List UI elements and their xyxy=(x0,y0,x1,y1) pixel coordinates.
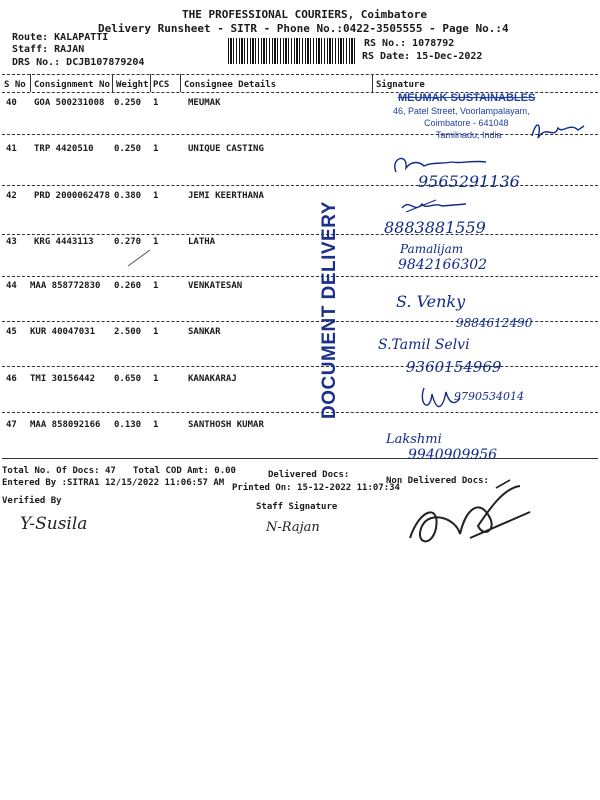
row-45-consignment: KUR 40047031 xyxy=(30,327,96,337)
row-43-tick-mark xyxy=(120,246,160,270)
header-rule-top xyxy=(2,74,598,75)
row-43-name: Pamalijam xyxy=(400,242,464,256)
row-42-weight: 0.380 xyxy=(114,191,142,201)
drs-label: DRS No.: DCJB107879204 xyxy=(12,57,145,68)
row-40-signature xyxy=(528,118,588,144)
row-divider xyxy=(2,134,598,135)
staff-signature: N-Rajan xyxy=(266,520,320,535)
row-41-sno: 41 xyxy=(6,144,17,154)
verified-by-signature: Y-Susila xyxy=(20,514,88,534)
col-divider xyxy=(150,74,151,92)
row-41-consignment: TRP 4420510 xyxy=(34,144,94,154)
row-47-pcs: 1 xyxy=(153,420,159,430)
row-41-phone: 9565291136 xyxy=(418,172,520,191)
row-45-pcs: 1 xyxy=(153,327,159,337)
row-43-sno: 43 xyxy=(6,237,17,247)
col-sno: S No xyxy=(4,80,26,90)
row-45-sno: 45 xyxy=(6,327,17,337)
row-40-sno: 40 xyxy=(6,98,17,108)
non-delivered-docs: Non Delivered Docs: xyxy=(386,476,489,486)
row-45-phone: 9360154969 xyxy=(406,358,502,376)
company-stamp-city: Coimbatore - 641048 xyxy=(424,118,509,128)
row-41-consignee: UNIQUE CASTING xyxy=(188,144,264,154)
row-44-pcs: 1 xyxy=(153,281,159,291)
row-43-phone: 9842166302 xyxy=(398,257,488,273)
col-divider xyxy=(30,74,31,92)
row-47-name: Lakshmi xyxy=(386,432,442,447)
row-divider xyxy=(2,366,598,367)
row-42-consignee: JEMI KEERTHANA xyxy=(188,191,264,201)
row-44-consignment: MAA 858772830 xyxy=(30,281,101,291)
printed-on: Printed On: 15-12-2022 11:07:34 xyxy=(232,483,400,493)
row-45-name: S.Tamil Selvi xyxy=(378,337,470,353)
row-40-weight: 0.250 xyxy=(114,98,142,108)
row-43-pcs: 1 xyxy=(153,237,159,247)
row-44-name: S. Venky xyxy=(396,292,466,311)
row-divider xyxy=(2,234,598,235)
row-divider xyxy=(2,276,598,277)
rs-date: RS Date: 15-Dec-2022 xyxy=(362,51,483,62)
row-45-consignee: SANKAR xyxy=(188,327,221,337)
row-41-weight: 0.250 xyxy=(114,144,142,154)
row-44-weight: 0.260 xyxy=(114,281,142,291)
large-signature xyxy=(400,478,540,558)
row-47-sno: 47 xyxy=(6,420,17,430)
row-46-consignee: KANAKARAJ xyxy=(188,374,237,384)
row-42-consignment: PRD 2000062478 xyxy=(34,191,110,201)
row-42-phone: 8883881559 xyxy=(384,218,486,237)
total-cod: Total COD Amt: 0.00 xyxy=(133,466,236,476)
company-stamp-country: Tamilnadu, India xyxy=(436,130,502,140)
row-40-consignment: GOA 500231008 xyxy=(34,98,105,108)
rs-number: RS No.: 1078792 xyxy=(364,38,455,49)
col-divider xyxy=(112,74,113,92)
row-46-consignment: TMI 30156442 xyxy=(30,374,96,384)
table-bottom-rule xyxy=(2,458,598,459)
company-stamp-address: 46, Patel Street, Voorlampalayam, xyxy=(393,106,530,116)
delivered-docs: Delivered Docs: xyxy=(268,470,350,480)
col-divider xyxy=(180,74,181,92)
row-46-sno: 46 xyxy=(6,374,17,384)
row-42-pcs: 1 xyxy=(153,191,159,201)
row-41-pcs: 1 xyxy=(153,144,159,154)
row-47-phone: 9940909956 xyxy=(408,447,498,463)
row-42-signature xyxy=(396,194,476,218)
row-47-weight: 0.130 xyxy=(114,420,142,430)
row-divider xyxy=(2,412,598,413)
row-40-consignee: MEUMAK xyxy=(188,98,221,108)
row-42-sno: 42 xyxy=(6,191,17,201)
col-weight: Weight xyxy=(116,80,149,90)
runsheet-title: Delivery Runsheet - SITR - Phone No.:0422-3505555 - Page No.:4 xyxy=(98,22,509,35)
row-43-weight: 0.270 xyxy=(114,237,142,247)
verified-by-label: Verified By xyxy=(2,496,62,506)
row-45-weight: 2.500 xyxy=(114,327,142,337)
col-consignee: Consignee Details xyxy=(184,80,277,90)
row-47-consignee: SANTHOSH KUMAR xyxy=(188,420,264,430)
row-44-phone: 9884612490 xyxy=(456,316,533,330)
row-46-pcs: 1 xyxy=(153,374,159,384)
route-label: Route: KALAPATTI xyxy=(12,32,109,43)
row-40-pcs: 1 xyxy=(153,98,159,108)
col-divider xyxy=(372,74,373,92)
row-43-consignee: LATHA xyxy=(188,237,216,247)
barcode xyxy=(228,38,356,64)
total-docs: Total No. Of Docs: 47 xyxy=(2,466,116,476)
col-pcs: PCS xyxy=(153,80,170,90)
row-46-phone: 9790534014 xyxy=(454,390,524,403)
row-44-sno: 44 xyxy=(6,281,17,291)
company-stamp-name: MEUMAK SUSTAINABLES xyxy=(398,92,536,104)
entered-by: Entered By :SITRA1 12/15/2022 11:06:57 AM xyxy=(2,478,225,488)
col-consignment: Consignment No xyxy=(34,80,110,90)
company-title: THE PROFESSIONAL COURIERS, Coimbatore xyxy=(182,8,428,21)
row-44-consignee: VENKATESAN xyxy=(188,281,243,291)
document-delivery-stamp: DOCUMENT DELIVERY xyxy=(319,201,340,419)
staff-signature-label: Staff Signature xyxy=(256,502,338,512)
col-signature: Signature xyxy=(376,80,425,90)
row-47-consignment: MAA 858092166 xyxy=(30,420,101,430)
row-46-weight: 0.650 xyxy=(114,374,142,384)
row-43-consignment: KRG 4443113 xyxy=(34,237,94,247)
staff-label: Staff: RAJAN xyxy=(12,44,85,55)
